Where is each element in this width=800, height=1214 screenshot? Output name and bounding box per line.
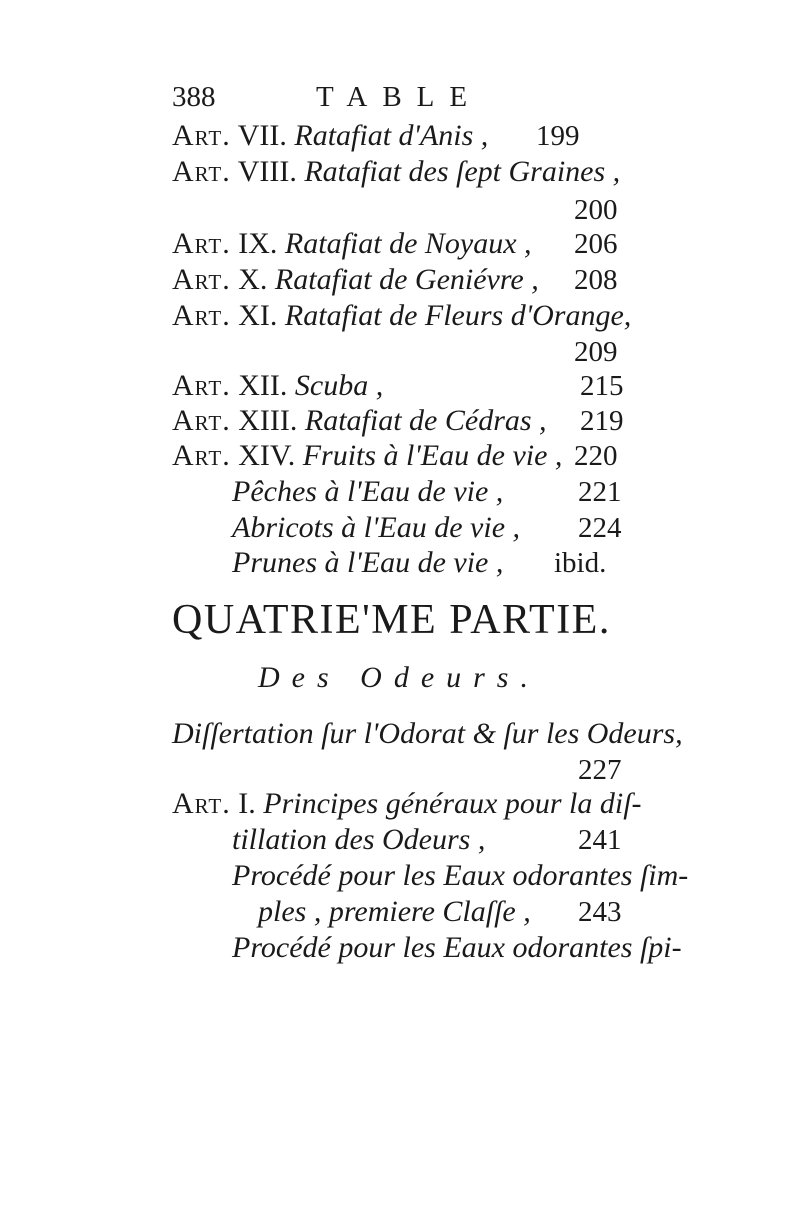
sub-entry-page: ibid. <box>554 547 607 579</box>
entry-roman: XIII. <box>238 404 298 437</box>
entry-title: Ratafiat de Noyaux , <box>284 227 532 260</box>
entry-title: Ratafiat de Cédras , <box>304 404 547 437</box>
toc-entry <box>172 368 383 404</box>
entry-roman: XIV. <box>238 439 296 472</box>
procede-title: Procédé pour les Eaux odorantes ſpi- <box>232 931 682 964</box>
entry-page: 215 <box>580 370 624 402</box>
entry-art-label: Art. <box>172 299 231 332</box>
entry-page: 219 <box>580 405 624 437</box>
toc-entry <box>172 154 620 190</box>
dissertation-title: Diſſertation ſur l'Odorat & ſur les Odeurs, <box>172 717 683 750</box>
entry-page: 220 <box>574 440 618 472</box>
entry-page: 209 <box>574 336 618 368</box>
entry-art-label: Art. <box>172 404 231 437</box>
sub-entry-page: 221 <box>578 476 622 508</box>
entry-title: Ratafiat de Geniévre , <box>274 263 539 296</box>
entry-art-label: Art. <box>172 787 231 820</box>
entry-page: 199 <box>536 120 580 152</box>
page-number: 388 <box>172 81 216 113</box>
entry-roman: VIII. <box>237 155 297 188</box>
toc-entry <box>172 226 532 262</box>
part-heading: QUATRIE'ME PARTIE. <box>172 597 611 643</box>
entry-page: 208 <box>574 264 618 296</box>
toc-entry <box>172 118 488 154</box>
entry-roman: XI. <box>238 299 278 332</box>
sub-entry-page: 224 <box>578 512 622 544</box>
procede-page: 243 <box>578 896 622 928</box>
entry-title: Scuba , <box>294 369 384 402</box>
entry-roman: XII. <box>238 369 288 402</box>
entry-title: Ratafiat de Fleurs d'Orange, <box>284 299 632 332</box>
entry-art-label: Art. <box>172 263 231 296</box>
entry-page: 241 <box>578 824 622 856</box>
running-title: TABLE <box>316 81 483 113</box>
toc-entry <box>172 438 562 474</box>
entry-roman: IX. <box>238 227 278 260</box>
entry-title: Fruits à l'Eau de vie , <box>302 439 563 472</box>
entry-art-label: Art. <box>172 227 231 260</box>
entry-title: Ratafiat des ſept Graines , <box>304 155 621 188</box>
entry-roman: X. <box>238 263 268 296</box>
entry-art-label: Art. <box>172 369 231 402</box>
entry-page: 206 <box>574 228 618 260</box>
entry-art-label: Art. <box>172 439 231 472</box>
sub-entry-title: Pêches à l'Eau de vie , <box>232 475 504 508</box>
entry-title: Ratafiat d'Anis , <box>294 119 489 152</box>
entry-roman: I. <box>238 787 256 820</box>
section-heading: Des Odeurs. <box>258 661 540 694</box>
dissertation-page: 227 <box>578 754 622 786</box>
toc-entry <box>172 298 631 334</box>
procede-title: Procédé pour les Eaux odorantes ſim- <box>232 859 689 892</box>
toc-entry <box>172 403 547 439</box>
sub-entry-title: Abricots à l'Eau de vie , <box>232 511 521 544</box>
toc-entry <box>172 786 642 822</box>
entry-art-label: Art. <box>172 119 231 152</box>
sub-entry-title: Prunes à l'Eau de vie , <box>232 546 504 579</box>
entry-roman: VII. <box>237 119 287 152</box>
entry-art-label: Art. <box>172 155 231 188</box>
toc-entry <box>172 262 539 298</box>
entry-page: 200 <box>574 194 618 226</box>
procede-title-continuation: ples , premiere Claſſe , <box>258 895 531 928</box>
entry-title: Principes généraux pour la diſ- <box>263 787 642 820</box>
entry-title-continuation: tillation des Odeurs , <box>232 823 486 856</box>
